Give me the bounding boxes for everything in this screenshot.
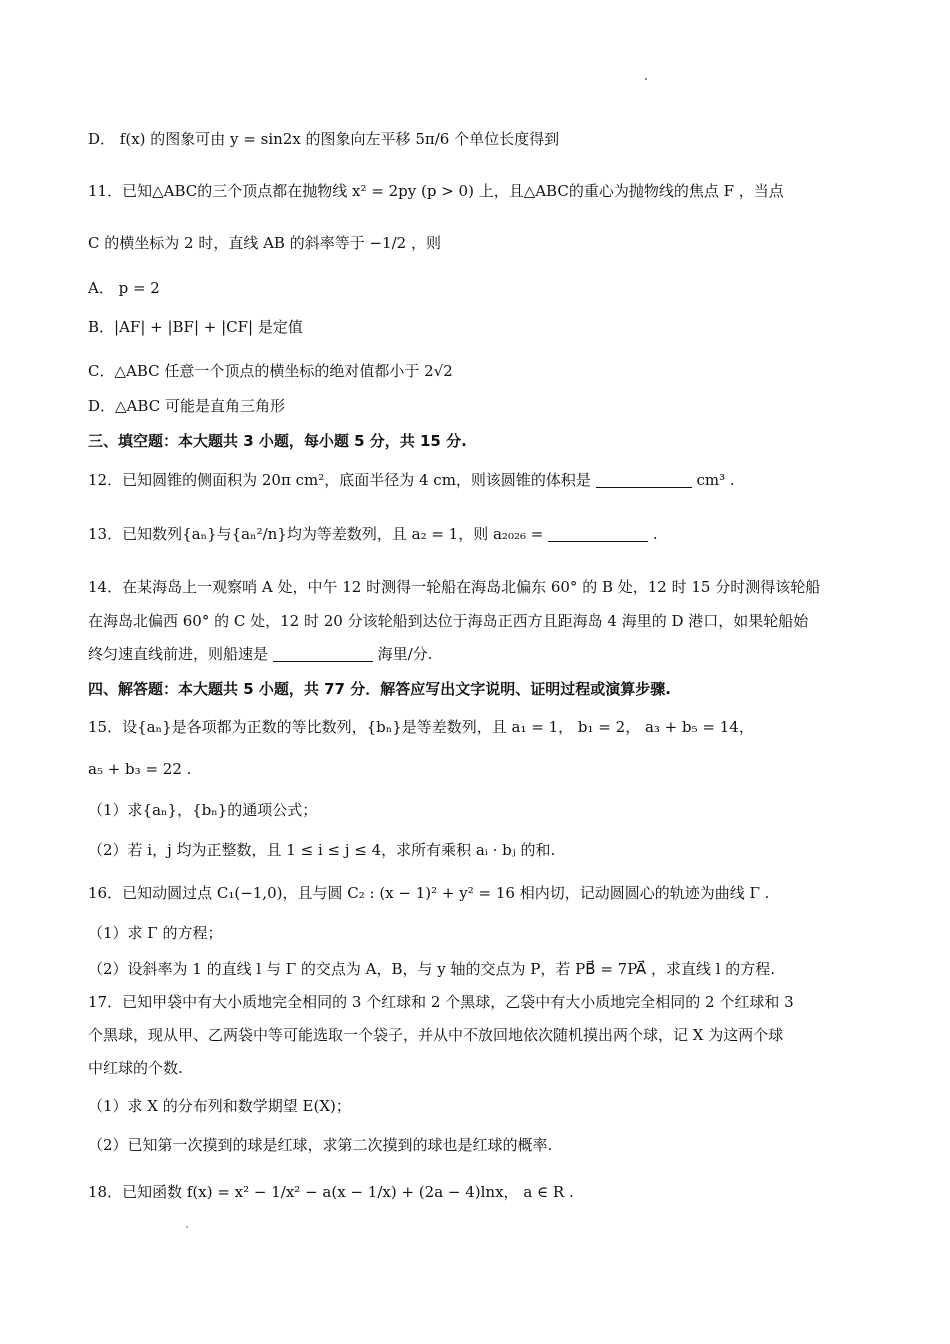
question-13-tail: . [652,525,658,543]
question-18-stem: 18．已知函数 f(x) = x² − 1/x² − a(x − 1/x) + (2a − 4)lnx， a ∈ R . [88,1183,574,1201]
question-14-text: 终匀速直线前进，则船速是 [88,645,269,663]
question-11-option-a: A． p = 2 [88,279,160,297]
question-15-line-1: 15．设{aₙ}是各项都为正数的等比数列，{bₙ}是等差数列，且 a₁ = 1， b₁ = 2， a₃ + b₅ = 14， [88,718,754,736]
question-11-line-2: C 的横坐标为 2 时，直线 AB 的斜率等于 −1/2 ，则 [88,234,441,252]
question-12-text: 12．已知圆锥的侧面积为 20π cm²，底面半径为 4 cm，则该圆锥的体积是 [88,471,591,489]
question-15-part-2: （2）若 i，j 均为正整数，且 1 ≤ i ≤ j ≤ 4，求所有乘积 aᵢ · bⱼ 的和. [88,841,556,859]
section-3-heading: 三、填空题：本大题共 3 小题，每小题 5 分，共 15 分. [88,432,467,450]
question-16-part-1: （1）求 Γ 的方程； [88,924,223,942]
question-14-line-1: 14．在某海岛上一观察哨 A 处，中午 12 时测得一轮船在海岛北偏东 60° 的 B 处，12 时 15 分时测得该轮船 [88,578,821,596]
question-17-part-2: （2）已知第一次摸到的球是红球，求第二次摸到的球也是红球的概率. [88,1136,553,1154]
question-16-part-2: （2）设斜率为 1 的直线 l 与 Γ 的交点为 A，B，与 y 轴的交点为 P，若 PB⃗ = 7PA⃗ ，求直线 l 的方程. [88,960,776,978]
question-14-unit: 海里/分. [377,645,433,663]
question-11-option-d: D．△ABC 可能是直角三角形 [88,397,285,415]
answer-blank-13[interactable] [548,525,648,542]
question-12 [88,469,735,491]
question-17-line-3: 中红球的个数. [88,1059,183,1077]
question-15-line-2: a₅ + b₃ = 22 . [88,760,192,778]
answer-blank-12[interactable] [596,471,692,488]
question-15-part-1: （1）求{aₙ}，{bₙ}的通项公式； [88,801,318,819]
question-13-text: 13．已知数列{aₙ}与{aₙ²/n}均为等差数列，且 a₂ = 1，则 a₂₀₂₆ = [88,525,544,543]
question-17-part-1: （1）求 X 的分布列和数学期望 E(X)； [88,1097,351,1115]
answer-blank-14[interactable] [273,645,373,662]
question-17-line-1: 17．已知甲袋中有大小质地完全相同的 3 个红球和 2 个黑球，乙袋中有大小质地完全相同的 2 个红球和 3 [88,993,794,1011]
question-11-option-c: C．△ABC 任意一个顶点的横坐标的绝对值都小于 2√2 [88,362,453,380]
question-11-line-1: 11．已知△ABC的三个顶点都在抛物线 x² = 2py (p > 0) 上，且△ABC的重心为抛物线的焦点 F ，当点 [88,182,784,200]
question-13 [88,523,658,545]
question-10-option-d: D． f(x) 的图象可由 y = sin2x 的图象向左平移 5π/6 个单位长度得到 [88,130,560,148]
question-17-line-2: 个黑球，现从甲、乙两袋中等可能选取一个袋子，并从中不放回地依次随机摸出两个球，记 X 为这两个球 [88,1026,784,1044]
question-11-option-b: B．|AF| + |BF| + |CF| 是定值 [88,318,303,336]
scan-dot-bottom [186,1226,188,1228]
question-12-unit: cm³ . [696,471,735,489]
section-4-heading: 四、解答题：本大题共 5 小题，共 77 分．解答应写出文字说明、证明过程或演算步骤. [88,680,671,698]
question-14-line-2: 在海岛北偏西 60° 的 C 处，12 时 20 分该轮船到达位于海岛正西方且距海岛 4 海里的 D 港口，如果轮船始 [88,612,809,630]
scan-dot [645,78,647,80]
question-14-line-3 [88,643,432,665]
question-16-stem: 16．已知动圆过点 C₁(−1,0)，且与圆 C₂ : (x − 1)² + y² = 16 相内切，记动圆圆心的轨迹为曲线 Γ . [88,884,770,902]
